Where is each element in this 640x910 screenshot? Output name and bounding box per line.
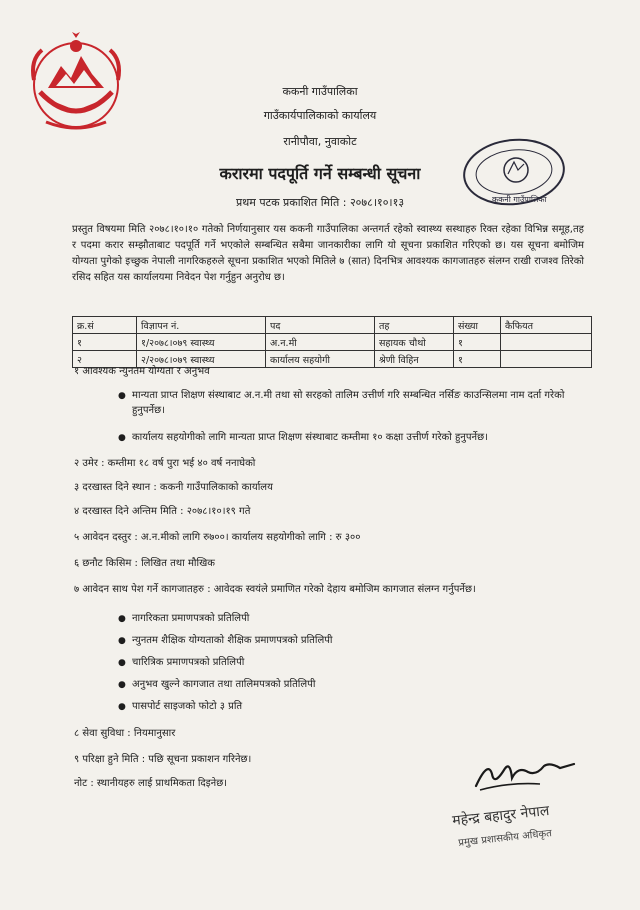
qualification-anm: मान्यता प्राप्त शिक्षण संस्थाबाट अ.न.मी तथा सो सरहको तालिम उत्तीर्ण गरि सम्बन्धित नर्सिङ काउन्सिलमा नाम दर्ता गरेको हुनुपर्नेछ। [132,390,565,416]
application-deadline: ४ दरखास्त दिने अन्तिम मिति : २०७८।१०।१९ गते [74,506,251,517]
doc-character: चारित्रिक प्रमाणपत्रको प्रतिलिपी [132,657,245,668]
application-fee: ५ आवेदन दस्तुर : अ.न.मीको लागि रु७००। कार्यालय सहयोगीको लागि : रु ३०० [74,532,361,543]
cell-remarks [501,351,592,368]
bullet-icon: ● [118,614,126,624]
cell-serial: २ [73,351,137,368]
doc-citizenship: नागरिकता प्रमाणपत्रको प्रतिलिपी [132,613,250,624]
table-header-row [73,317,592,334]
bullet-icon: ● [118,658,126,668]
publish-date: प्रथम पटक प्रकाशित मिति : २०७८।१०।१३ [235,196,405,209]
exam-date: ९ परिक्षा हुने मिति : पछि सूचना प्रकाशन गरिनेछ। [74,754,252,765]
note: नोट : स्थानीयहरु लाई प्राथमिकता दिइनेछ। [74,778,227,789]
bullet-icon: ● [118,391,126,401]
application-place: ३ दरखास्त दिने स्थान : ककनी गाउँपालिकाको कार्यालय [74,482,273,493]
handwritten-signature [470,756,580,796]
col-post: पद [266,317,375,334]
qualification-office-helper: कार्यालय सहयोगीको लागि मान्यता प्राप्त शिक्षण संस्थाबाट कम्तीमा १० कक्षा उत्तीर्ण गरेको हुनुपर्नेछ। [132,432,488,443]
cell-ad-no: २/२०७८।०७९ स्वास्थ्य [137,351,266,368]
qualification-heading: १ आवश्यक न्युनतम योग्यता र अनुभव [74,366,210,377]
office-location: रानीपौवा, नुवाकोट [283,135,357,148]
doc-experience: अनुभव खुल्ने कागजात तथा तालिमपत्रको प्रतिलिपी [132,679,316,690]
selection-method: ६ छनौट किसिम : लिखित तथा मौखिक [74,558,215,569]
bullet-icon: ● [118,636,126,646]
intro-paragraph: प्रस्तुत विषयमा मिति २०७८।१०।१० गतेको निर्णयानुसार यस ककनी गाउँपालिका अन्तगर्त रहेको स्वास्थ्य सस्थाहरु रिक्त रहेका विभिन्न समूह,तह र पदमा करार सम्झौताबाट पदपूर्ति गर्ने भएकोले सम्बन्धित सबैमा जानकारीका लागि यो सूचना प्रकाशित गरिएको छ। यस सूचना बमोजिम योग्यता पुगेको इच्छुक नेपाली नागरिकहरुले सूचना प्रकाशित भएको मितिले ७ (सात) दिनभित्र आवश्यक कागजातहरु संलग्न राखी राजश्व तिरेको रसिद सहित यस कार्यालयमा निवेदन पेश गर्नुहुन अनुरोध छ। [72,224,584,283]
service-facility: ८ सेवा सुविधा : नियमानुसार [74,728,176,739]
cell-post: अ.न.मी [266,334,375,351]
doc-academic: न्युनतम शैक्षिक योग्यताको शैक्षिक प्रमाणपत्रको प्रतिलिपी [132,635,333,646]
cell-remarks [501,334,592,351]
office-stamp [452,132,570,212]
office-name: गाउँकार्यपालिकाको कार्यालय [263,109,377,122]
cell-level: श्रेणी विहिन [375,351,454,368]
documents-heading: ७ आवेदन साथ पेश गर्ने कागजातहरु : आवेदक स्वयंले प्रमाणित गरेको देहाय बमोजिम कागजात संलग्न गर्नुपर्नेछ। [74,584,476,595]
col-serial: क्र.सं [73,317,137,334]
col-level: तह [375,317,454,334]
notice-title: करारमा पदपूर्ति गर्ने सम्बन्धी सूचना [219,164,421,183]
cell-count: १ [454,334,501,351]
vacancy-table [72,316,592,368]
age-requirement: २ उमेर : कम्तीमा १८ वर्ष पुरा भई ४० वर्ष ननाघेको [74,458,256,469]
table-row [73,334,592,351]
stamp-text: ककनी गाउँपालिका [492,195,547,204]
bullet-icon: ● [118,433,126,443]
cell-count: १ [454,351,501,368]
cell-level: सहायक चौथो [375,334,454,351]
bullet-icon: ● [118,680,126,690]
col-ad-no: विज्ञापन नं. [137,317,266,334]
cell-post: कार्यालय सहयोगी [266,351,375,368]
col-remarks: कैफियत [501,317,592,334]
municipality-name: ककनी गाउँपालिका [282,85,358,98]
bullet-icon: ● [118,702,126,712]
signatory-name: महेन्द्र बहादुर नेपाल [451,802,551,830]
cell-serial: १ [73,334,137,351]
col-count: संख्या [454,317,501,334]
doc-photo: पासपोर्ट साइजको फोटो ३ प्रति [132,701,243,712]
cell-ad-no: १/२०७८।०७९ स्वास्थ्य [137,334,266,351]
signatory-title: प्रमुख प्रशासकीय अधिकृत [457,828,553,849]
